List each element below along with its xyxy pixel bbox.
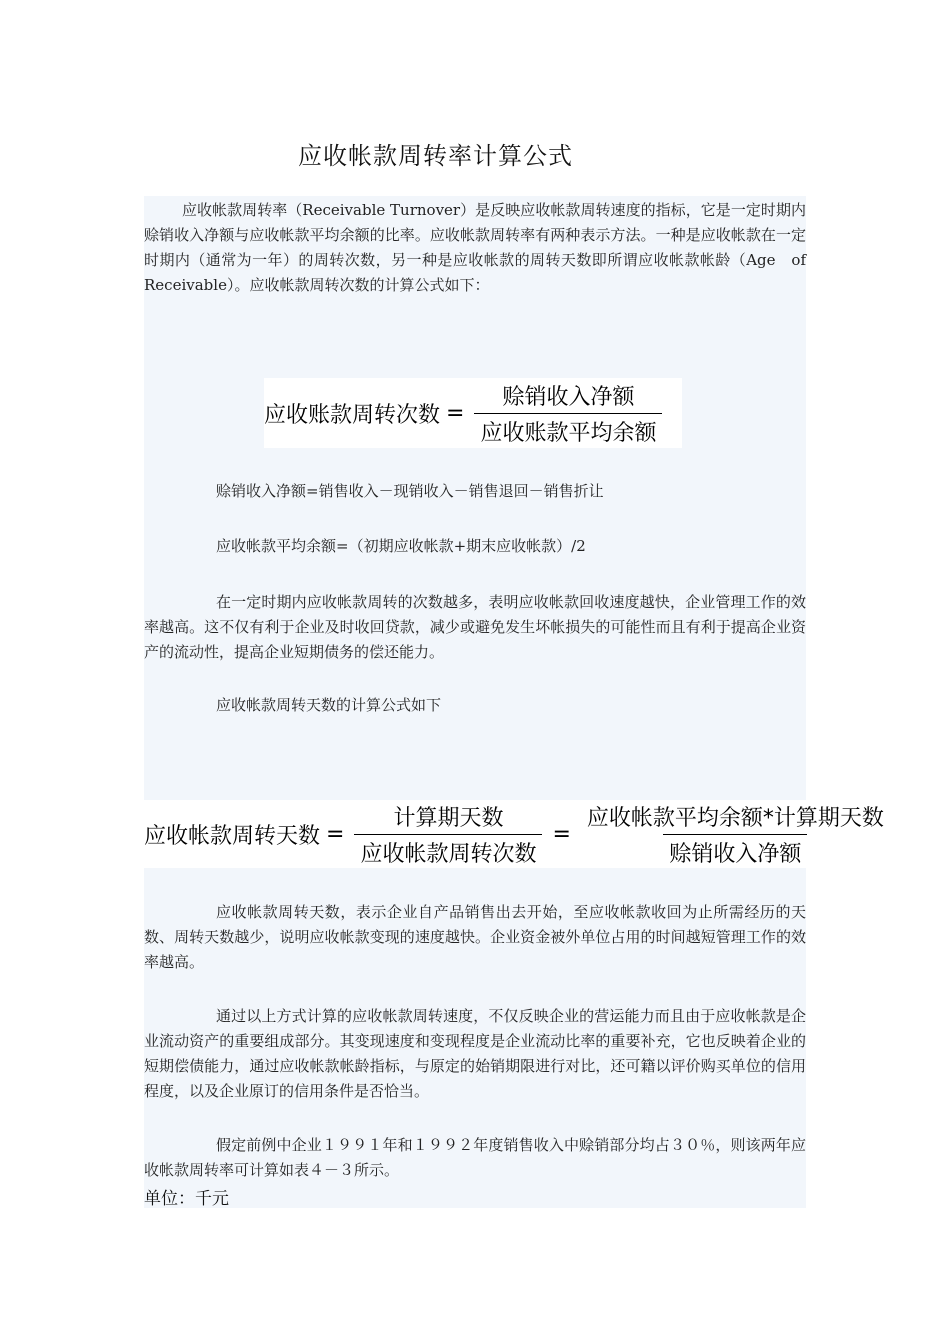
formula2-fraction-1-denominator: 应收帐款周转次数 [354,834,542,868]
document-title: 应收帐款周转率计算公式 [298,142,573,170]
formula1-denominator: 应收账款平均余额 [474,413,662,447]
example-paragraph: 假定前例中企业１９９１年和１９９２年度销售收入中赊销部分均占３０％，则该两年应收帐款周转率可计算如表４－３所示。 [144,1136,806,1179]
turnover-count-formula [264,378,682,448]
formula2-fraction-1-numerator: 计算期天数 [393,805,504,831]
turnover-meaning-paragraph: 在一定时期内应收帐款周转的次数越多，表明应收帐款回收速度越快，企业管理工作的效率越高。这不仅有利于企业及时收回贷款，减少或避免发生坏帐损失的可能性而且有利于提高企业资产的流动性，提高企业短期债务的偿还能力。 [144,593,806,661]
formula1-numerator: 赊销收入净额 [502,384,635,410]
turnover-days-formula [144,800,920,868]
formula1-lhs: 应收账款周转次数 [264,402,441,428]
formula2-fraction-2-numerator: 应收帐款平均余额*计算期天数 [586,805,884,831]
significance-paragraph: 通过以上方式计算的应收帐款周转速度，不仅反映企业的营运能力而且由于应收帐款是企业流动资产的重要组成部分。其变现速度和变现程度是企业流动比率的重要补充，它也反映着企业的短期偿债能力，通过应收帐款帐龄指标，与原定的始销期限进行对比，还可籍以评价购买单位的信用程度，以及企业原订的信用条件是否恰当。 [144,1007,806,1100]
average-balance-definition: 应收帐款平均余额=（初期应收帐款+期末应收帐款）/2 [216,537,586,555]
formula2-lhs: 应收帐款周转天数 [144,823,321,849]
intro-paragraph: 应收帐款周转率（Receivable Turnover）是反映应收帐款周转速度的指标，它是一定时期内赊销收入净额与应收帐款平均余额的比率。应收帐款周转率有两种表示方法。一种是应收帐款在一定时期内（通常为一年）的周转次数，另一种是应收帐款的周转天数即所谓应收帐款帐龄（Age of Receivable）。应收帐款周转次数的计算公式如下： [144,201,806,294]
days-formula-intro: 应收帐款周转天数的计算公式如下 [216,696,442,714]
days-meaning-paragraph: 应收帐款周转天数，表示企业自产品销售出去开始，至应收帐款收回为止所需经历的天数、周转天数越少，说明应收帐款变现的速度越快。企业资金被外单位占用的时间越短管理工作的效率越高。 [144,903,806,971]
formula2-fraction-2-denominator: 赊销收入净额 [663,834,807,868]
formula1-equals: = [446,400,465,426]
unit-label: 单位：千元 [144,1189,229,1209]
net-sales-definition: 赊销收入净额=销售收入－现销收入－销售退回－销售折让 [216,482,604,500]
formula1-fraction [474,380,662,447]
formula2-equals-1: = [326,821,345,847]
formula2-equals-2: = [552,821,571,847]
formula2-fraction-2 [581,801,890,868]
formula2-fraction-1 [354,801,542,868]
